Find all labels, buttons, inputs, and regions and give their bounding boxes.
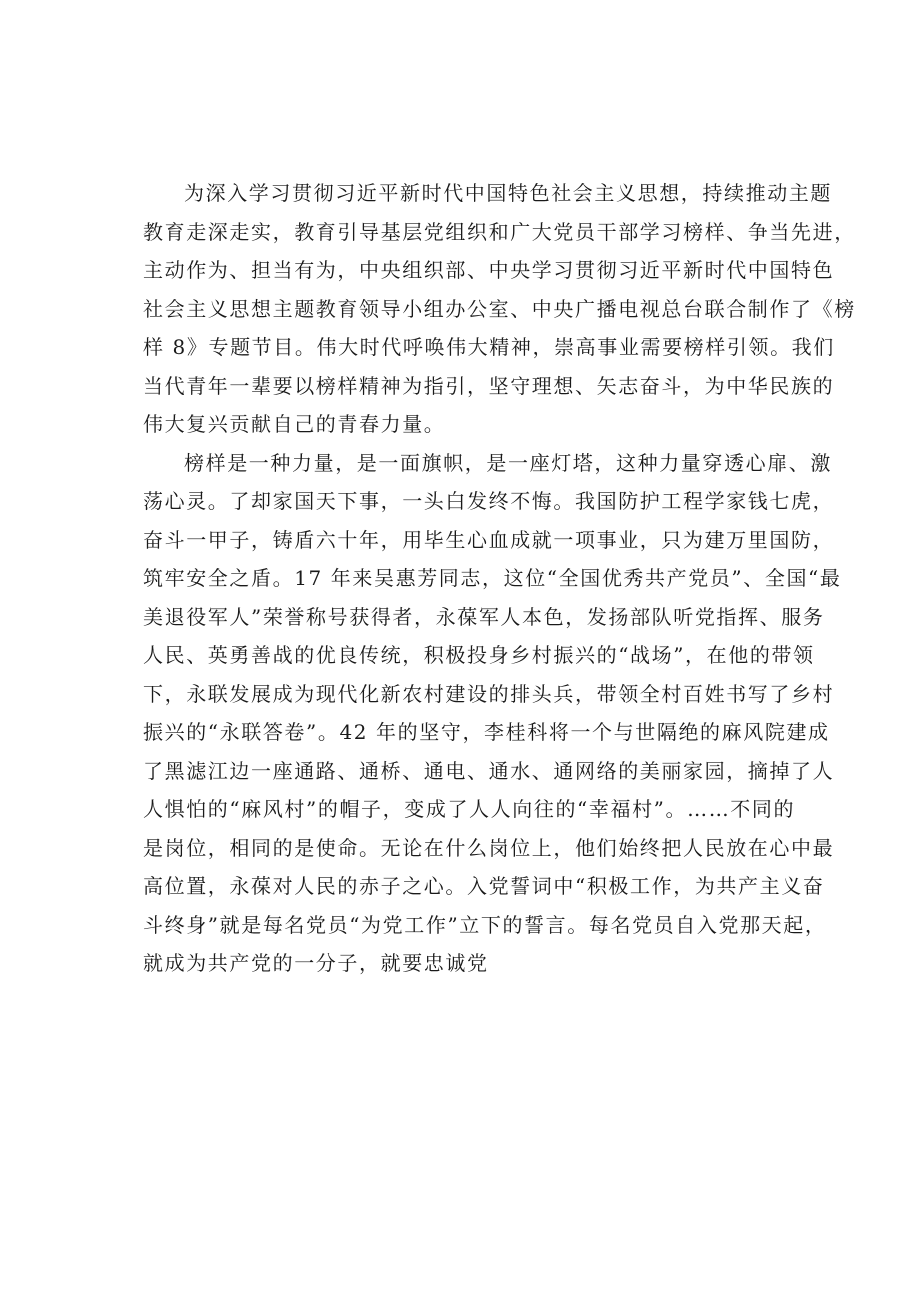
text-line: 下，永联发展成为现代化新农村建设的排头兵，带领全村百姓书写了乡村 [143, 681, 835, 706]
text-line: 是岗位，相同的是使命。无论在什么岗位上，他们始终把人民放在心中最 [143, 835, 835, 860]
text-line: 筑牢安全之盾。17 年来吴惠芳同志，这位“全国优秀共产党员”、全国“最 [143, 566, 842, 590]
text-line: 就成为共产党的一分子，就要忠诚党 [143, 951, 489, 975]
text-line: 伟大复兴贡献自己的青春力量。 [143, 412, 446, 436]
text-line: 教育走深走实，教育引导基层党组织和广大党员干部学习榜样、争当先进， [143, 219, 856, 244]
text-line: 荡心灵。了却家国天下事，一头白发终不悔。我国防护工程学家钱七虎， [143, 489, 835, 513]
text-line: 样 8》专题节目。伟大时代呼唤伟大精神，崇高事业需要榜样引领。我们 [143, 335, 835, 359]
paragraph-role-models [143, 444, 842, 983]
text-line: 奋斗一甲子，铸盾六十年，用毕生心血成就一项事业，只为建万里国防， [143, 527, 835, 552]
text-line: 人民、英勇善战的优良传统，积极投身乡村振兴的“战场”，在他的带领 [143, 643, 815, 667]
text-line: 了黑滤江边一座通路、通桥、通电、通水、通网络的美丽家园，摘掉了人 [143, 758, 835, 783]
text-line: 斗终身”就是每名党员“为党工作”立下的誓言。每名党员自入党那天起， [143, 912, 827, 937]
text-line: 为深入学习贯彻习近平新时代中国特色社会主义思想，持续推动主题 [184, 181, 832, 205]
paragraph-intro [143, 174, 856, 444]
text-line: 美退役军人”荣誉称号获得者，永葆军人本色，发扬部队听党指挥、服务 [143, 604, 825, 629]
text-line: 主动作为、担当有为，中央组织部、中央学习贯彻习近平新时代中国特色 [143, 258, 835, 282]
text-line: 高位置，永葆对人民的赤子之心。入党誓词中“积极工作，为共产主义奋 [143, 874, 825, 898]
text-line: 社会主义思想主题教育领导小组办公室、中央广播电视总台联合制作了《榜 [143, 296, 856, 321]
text-line: 榜样是一种力量，是一面旗帜，是一座灯塔，这种力量穿透心扉、激 [184, 450, 832, 475]
text-line: 振兴的“永联答卷”。42 年的坚守，李桂科将一个与世隔绝的麻风院建成 [143, 720, 830, 744]
text-line: 人惧怕的“麻风村”的帽子，变成了人人向往的“幸福村”。……不同的 [143, 797, 796, 821]
text-line: 当代青年一辈要以榜样精神为指引，坚守理想、矢志奋斗，为中华民族的 [143, 373, 835, 398]
document-body [143, 174, 856, 983]
